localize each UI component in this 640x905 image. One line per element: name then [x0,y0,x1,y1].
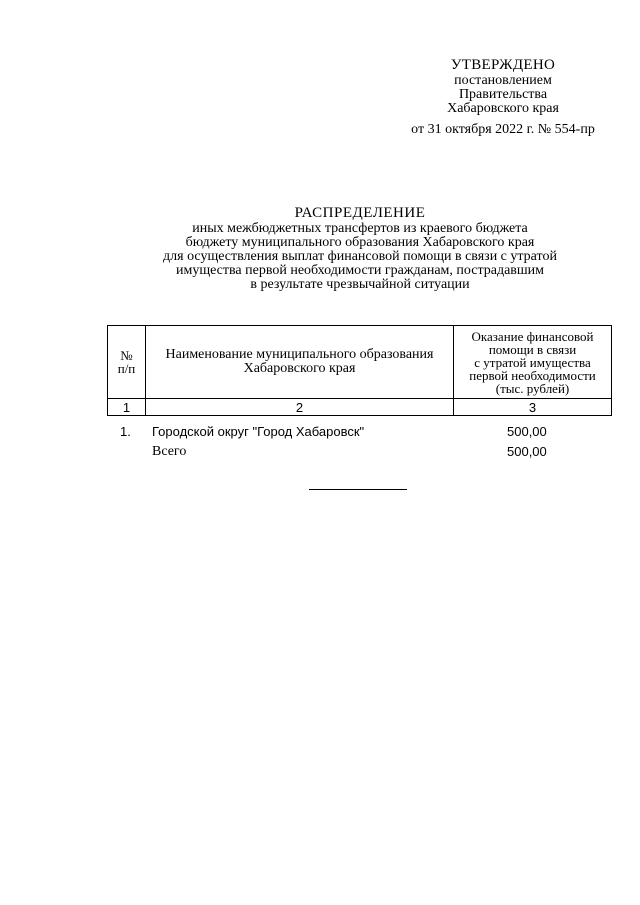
end-separator-line [309,489,407,490]
total-row [107,444,611,464]
column-number: 1 [108,399,146,416]
approval-line: постановлением [454,73,552,88]
approval-line: Хабаровского края [447,101,559,116]
header-num-cell [108,326,146,399]
header-name-cell [146,326,454,399]
header-value-label: (тыс. рублей) [495,380,570,396]
header-value-label: Оказание финансовой [471,328,594,344]
approval-date: от 31 октября 2022 г. № 554-пр [411,122,595,137]
header-value-label: первой необходимости [469,367,596,383]
header-value-cell [454,326,612,399]
heading-line: в результате чрезвычайной ситуации [250,277,470,292]
document-heading [80,204,640,292]
total-label: Всего [152,444,187,459]
approval-title: УТВЕРЖДЕНО [450,57,556,73]
column-number: 2 [146,399,454,416]
table-row [107,424,611,444]
header-name-label: Наименование муниципального образования [165,347,434,362]
heading-line: бюджету муниципального образования Хабаровского края [185,235,535,250]
heading-line: имущества первой необходимости гражданам, пострадавшим [175,263,545,278]
row-value: 500,00 [507,424,547,439]
distribution-table-header [107,325,612,416]
header-num-label: № [120,348,133,363]
header-num-label: п/п [117,361,136,376]
approval-block [396,56,610,138]
row-municipality-name: Городской округ "Город Хабаровск" [152,424,365,439]
document-title: РАСПРЕДЕЛЕНИЕ [294,205,426,221]
total-value: 500,00 [507,444,547,459]
header-row [108,326,612,399]
heading-line: иных межбюджетных трансфертов из краевого бюджета [192,221,528,236]
header-name-label: Хабаровского края [243,361,356,376]
row-number: 1. [120,424,131,439]
header-value-label: с утратой имущества [474,354,591,370]
column-number-row [108,399,612,416]
header-value-label: помощи в связи [488,341,577,357]
approval-line: Правительства [458,87,548,102]
column-number: 3 [454,399,612,416]
distribution-table-body [107,424,611,464]
heading-line: для осуществления выплат финансовой помощи в связи с утратой [163,249,557,264]
